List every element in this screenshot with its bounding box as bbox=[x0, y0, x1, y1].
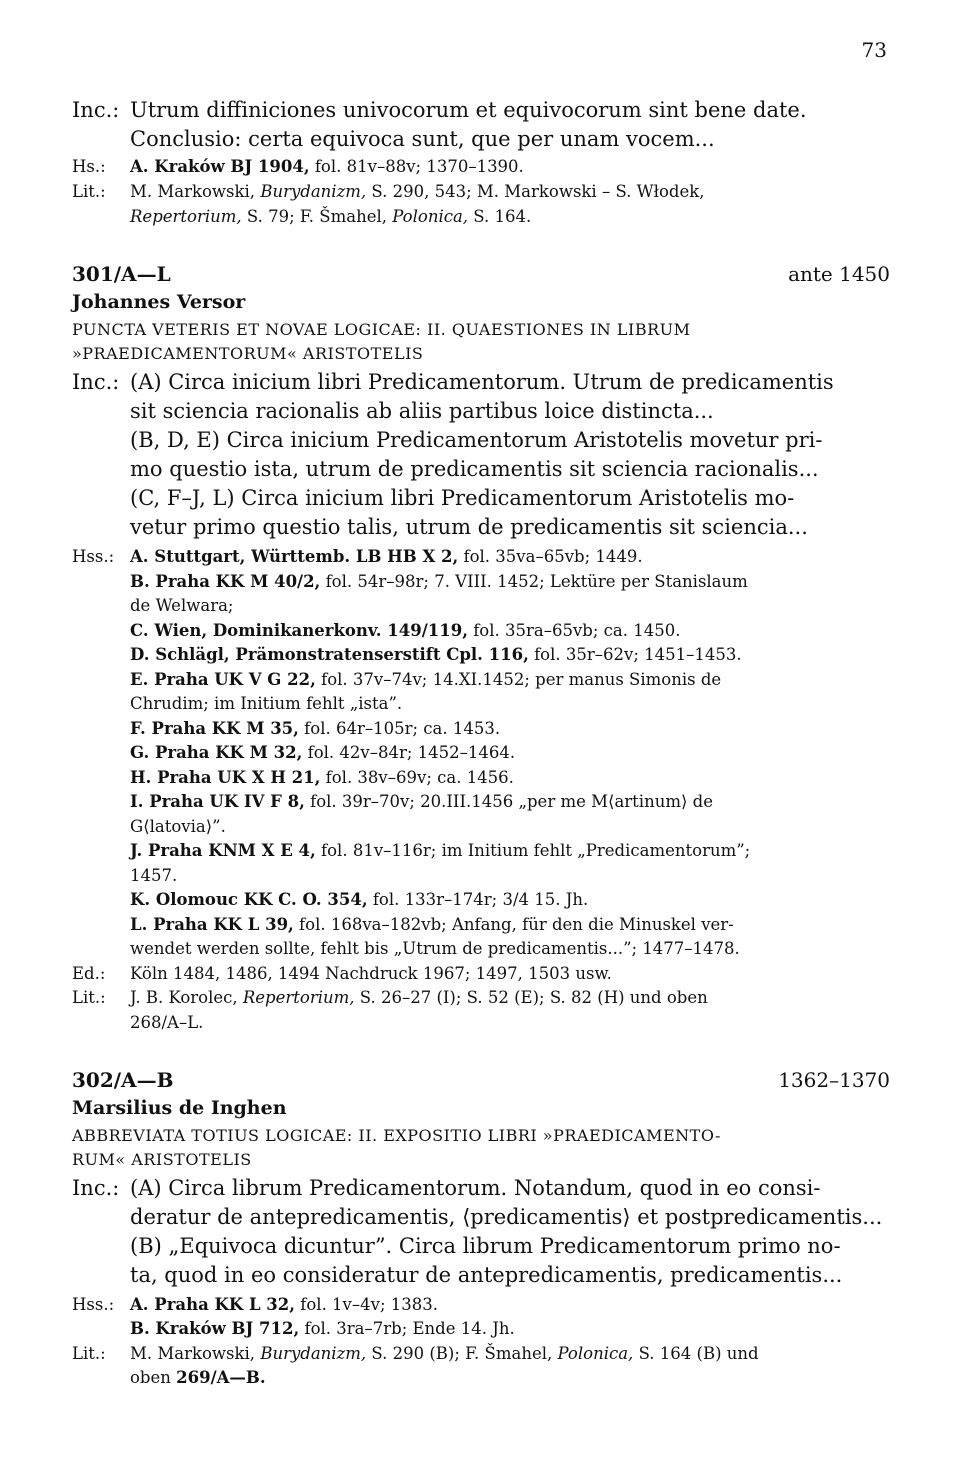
entry-302-title-line1: ABBREVIATA TOTIUS LOGICAE: II. EXPOSITIO LIBRI »PRAEDICAMENTO- bbox=[72, 1126, 721, 1145]
entry-301-incipit-line: mo questio ista, utrum de predicamentis sit sciencia racionalis... bbox=[130, 457, 819, 481]
entry-301-manuscript: F. Praha KK M 35, fol. 64r–105r; ca. 1453. bbox=[130, 719, 501, 738]
entry-301-manuscript: H. Praha UK X H 21, fol. 38v–69v; ca. 1456. bbox=[130, 768, 514, 787]
entry-301-literature: Lit.: J. B. Korolec, Repertorium, S. 26–27 (I); S. 52 (E); S. 82 (H) und oben bbox=[72, 988, 708, 1007]
entry-302-incipit-line: ta, quod in eo consideratur de antepredicamentis, predicamentis... bbox=[130, 1263, 843, 1287]
entry-302-id: 302/A—B bbox=[72, 1068, 174, 1092]
entry-302-literature-line2: oben 269/A—B. bbox=[130, 1368, 266, 1387]
entry-301-author: Johannes Versor bbox=[72, 291, 246, 313]
entry-302-author: Marsilius de Inghen bbox=[72, 1097, 287, 1119]
entry-302-title-line2: RUM« ARISTOTELIS bbox=[72, 1150, 252, 1169]
entry-302-manuscript: B. Kraków BJ 712, fol. 3ra–7rb; Ende 14. Jh. bbox=[130, 1319, 515, 1338]
entry-301-literature-line2: 268/A–L. bbox=[130, 1013, 204, 1032]
entry-301-incipit-line: vetur primo questio talis, utrum de predicamentis sit sciencia... bbox=[130, 515, 808, 539]
entry-302-date: 1362–1370 bbox=[778, 1068, 890, 1092]
entry-301-incipit: Inc.: (A) Circa inicium libri Predicamentorum. Utrum de predicamentis bbox=[72, 370, 834, 394]
entry-301-manuscript: B. Praha KK M 40/2, fol. 54r–98r; 7. VIII. 1452; Lektüre per Stanislaum bbox=[130, 572, 748, 591]
entry-301-manuscript: D. Schlägl, Prämonstratenserstift Cpl. 116, fol. 35r–62v; 1451–1453. bbox=[130, 645, 742, 664]
entry-301-title-line1: PUNCTA VETERIS ET NOVAE LOGICAE: II. QUAESTIONES IN LIBRUM bbox=[72, 320, 691, 339]
inc-label: Inc.: bbox=[72, 98, 120, 122]
entry-301-incipit-line: (C, F–J, L) Circa inicium libri Predicamentorum Aristotelis mo- bbox=[130, 486, 795, 510]
top-incipit-line2: Conclusio: certa equivoca sunt, que per unam vocem... bbox=[130, 127, 715, 151]
page-number: 73 bbox=[861, 38, 887, 62]
top-incipit-line1: Inc.: Utrum diffiniciones univocorum et equivocorum sint bene date. bbox=[72, 96, 890, 125]
entry-302-header bbox=[72, 1068, 890, 1092]
entry-301-manuscript: Hss.: A. Stuttgart, Württemb. LB HB X 2, fol. 35va–65vb; 1449. bbox=[72, 547, 643, 566]
entry-301-manuscript: L. Praha KK L 39, fol. 168va–182vb; Anfang, für den die Minuskel ver- bbox=[130, 915, 734, 934]
top-manuscript: Hs.: A. Kraków BJ 1904, fol. 81v–88v; 1370–1390. bbox=[72, 157, 524, 176]
entry-302-incipit: Inc.: (A) Circa librum Predicamentorum. Notandum, quod in eo consi- bbox=[72, 1176, 821, 1200]
top-literature-line2: Repertorium, S. 79; F. Šmahel, Polonica, S. 164. bbox=[130, 207, 532, 226]
entry-301-edition: Ed.: Köln 1484, 1486, 1494 Nachdruck 1967; 1497, 1503 usw. bbox=[72, 964, 612, 983]
entry-301-title-line2: »PRAEDICAMENTORUM« ARISTOTELIS bbox=[72, 344, 424, 363]
entry-301-manuscript: J. Praha KNM X E 4, fol. 81v–116r; im Initium fehlt „Predicamentorum”; bbox=[130, 841, 751, 860]
entry-301-manuscript: de Welwara; bbox=[130, 596, 234, 615]
top-literature-line1: Lit.: M. Markowski, Burydanizm, S. 290, 543; M. Markowski – S. Włodek, bbox=[72, 182, 705, 201]
entry-301-manuscript: K. Olomouc KK C. O. 354, fol. 133r–174r; 3/4 15. Jh. bbox=[130, 890, 589, 909]
entry-301-id: 301/A—L bbox=[72, 262, 171, 286]
entry-301-manuscript: E. Praha UK V G 22, fol. 37v–74v; 14.XI.1452; per manus Simonis de bbox=[130, 670, 722, 689]
entry-301-header bbox=[72, 262, 890, 286]
entry-302-manuscript: Hss.: A. Praha KK L 32, fol. 1v–4v; 1383. bbox=[72, 1295, 438, 1314]
entry-302-incipit-line: (B) „Equivoca dicuntur”. Circa librum Predicamentorum primo no- bbox=[130, 1234, 841, 1258]
entry-302-literature: Lit.: M. Markowski, Burydanizm, S. 290 (B); F. Šmahel, Polonica, S. 164 (B) und bbox=[72, 1344, 759, 1363]
entry-301-incipit-line: sit sciencia racionalis ab aliis partibus loice distincta... bbox=[130, 399, 714, 423]
entry-301-manuscript: G⟨latovia⟩”. bbox=[130, 817, 226, 836]
entry-301-manuscript: I. Praha UK IV F 8, fol. 39r–70v; 20.III.1456 „per me M⟨artinum⟩ de bbox=[130, 792, 713, 811]
entry-301-manuscript: Chrudim; im Initium fehlt „ista”. bbox=[130, 694, 403, 713]
entry-301-manuscript: wendet werden sollte, fehlt bis „Utrum de predicamentis...”; 1477–1478. bbox=[130, 939, 740, 958]
entry-301-date: ante 1450 bbox=[788, 262, 890, 286]
entry-301-manuscript: C. Wien, Dominikanerkonv. 149/119, fol. 35ra–65vb; ca. 1450. bbox=[130, 621, 681, 640]
entry-302-incipit-line: deratur de antepredicamentis, ⟨predicamentis⟩ et postpredicamentis... bbox=[130, 1205, 883, 1229]
entry-301-manuscript: G. Praha KK M 32, fol. 42v–84r; 1452–1464. bbox=[130, 743, 516, 762]
entry-301-manuscript: 1457. bbox=[130, 866, 178, 885]
entry-301-incipit-line: (B, D, E) Circa inicium Predicamentorum Aristotelis movetur pri- bbox=[130, 428, 823, 452]
